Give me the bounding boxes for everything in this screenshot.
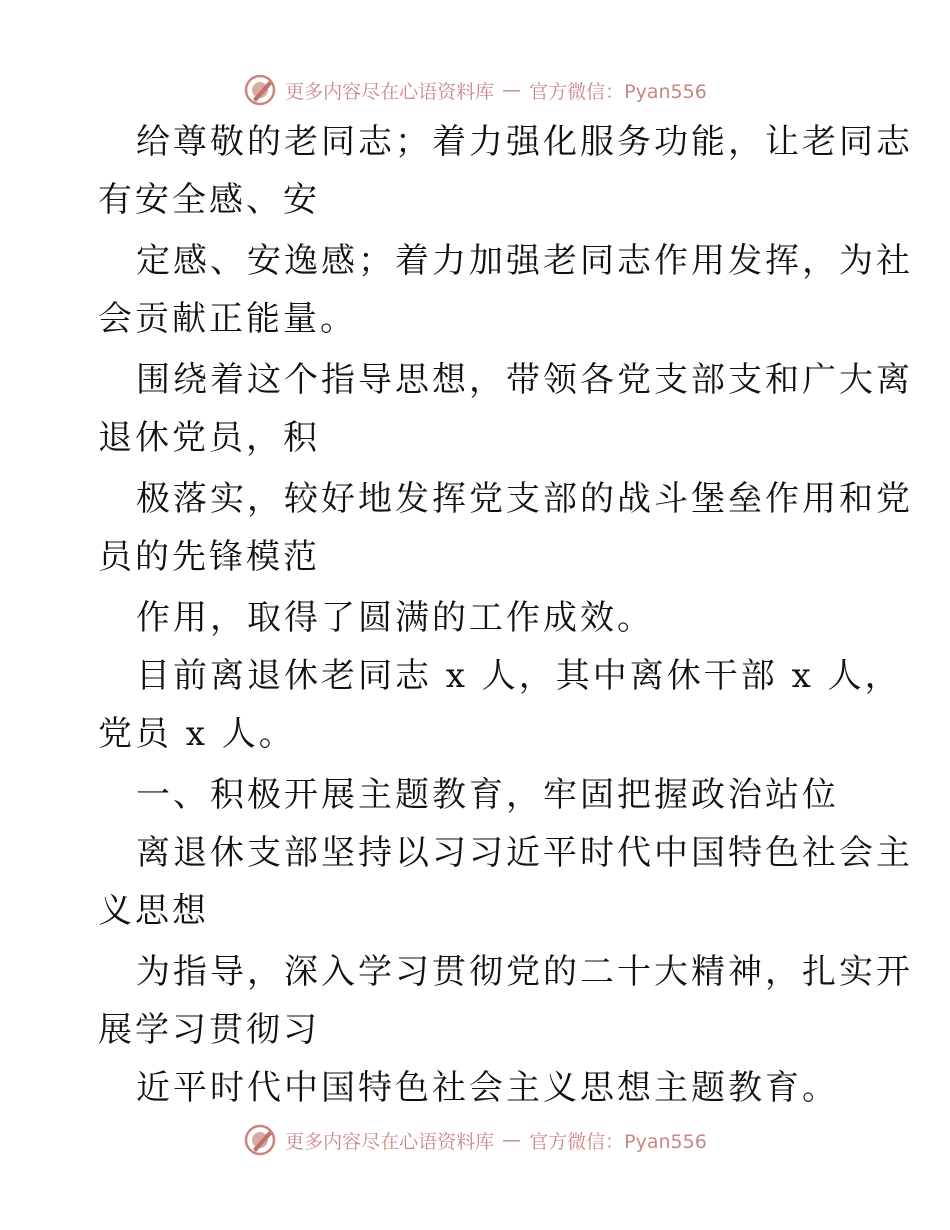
body-line: 有安全感、安 — [98, 180, 320, 220]
body-line: 近平时代中国特色社会主义思想主题教育。 — [136, 1068, 839, 1108]
watermark-text: 更多内容尽在心语资料库 — [285, 1130, 495, 1153]
footer-watermark — [0, 1120, 950, 1160]
body-line: 给尊敬的老同志；着力强化服务功能，让老同志 — [136, 122, 913, 162]
body-line: 离退休支部坚持以习习近平时代中国特色社会主 — [136, 833, 913, 873]
watermark-text: 更多内容尽在心语资料库 — [285, 80, 495, 103]
watermark-suffix: 官方微信：Pyan556 — [529, 1130, 707, 1153]
body-line: 退休党员，积 — [98, 418, 320, 458]
body-line: 党员 x 人。 — [98, 714, 296, 754]
body-line: 目前离退休老同志 x 人，其中离休干部 x 人， — [136, 656, 902, 696]
watermark-dash: — — [502, 79, 522, 101]
section-heading: 一、积极开展主题教育，牢固把握政治站位 — [136, 775, 839, 815]
watermark-dash: — — [502, 1129, 522, 1151]
body-line: 展学习贯彻习 — [98, 1010, 320, 1050]
body-line: 义思想 — [98, 891, 209, 931]
pen-logo-icon — [243, 1123, 277, 1157]
pen-logo-icon — [243, 73, 277, 107]
header-watermark — [0, 70, 950, 110]
body-line: 极落实，较好地发挥党支部的战斗堡垒作用和党 — [136, 479, 913, 519]
body-line: 为指导，深入学习贯彻党的二十大精神，扎实开 — [136, 952, 913, 992]
watermark-suffix: 官方微信：Pyan556 — [529, 80, 707, 103]
body-line: 作用，取得了圆满的工作成效。 — [136, 598, 654, 638]
body-line: 定感、安逸感；着力加强老同志作用发挥，为社 — [136, 241, 913, 281]
body-line: 会贡献正能量。 — [98, 299, 357, 339]
body-line: 员的先锋模范 — [98, 537, 320, 577]
body-line: 围绕着这个指导思想，带领各党支部支和广大离 — [136, 360, 913, 400]
